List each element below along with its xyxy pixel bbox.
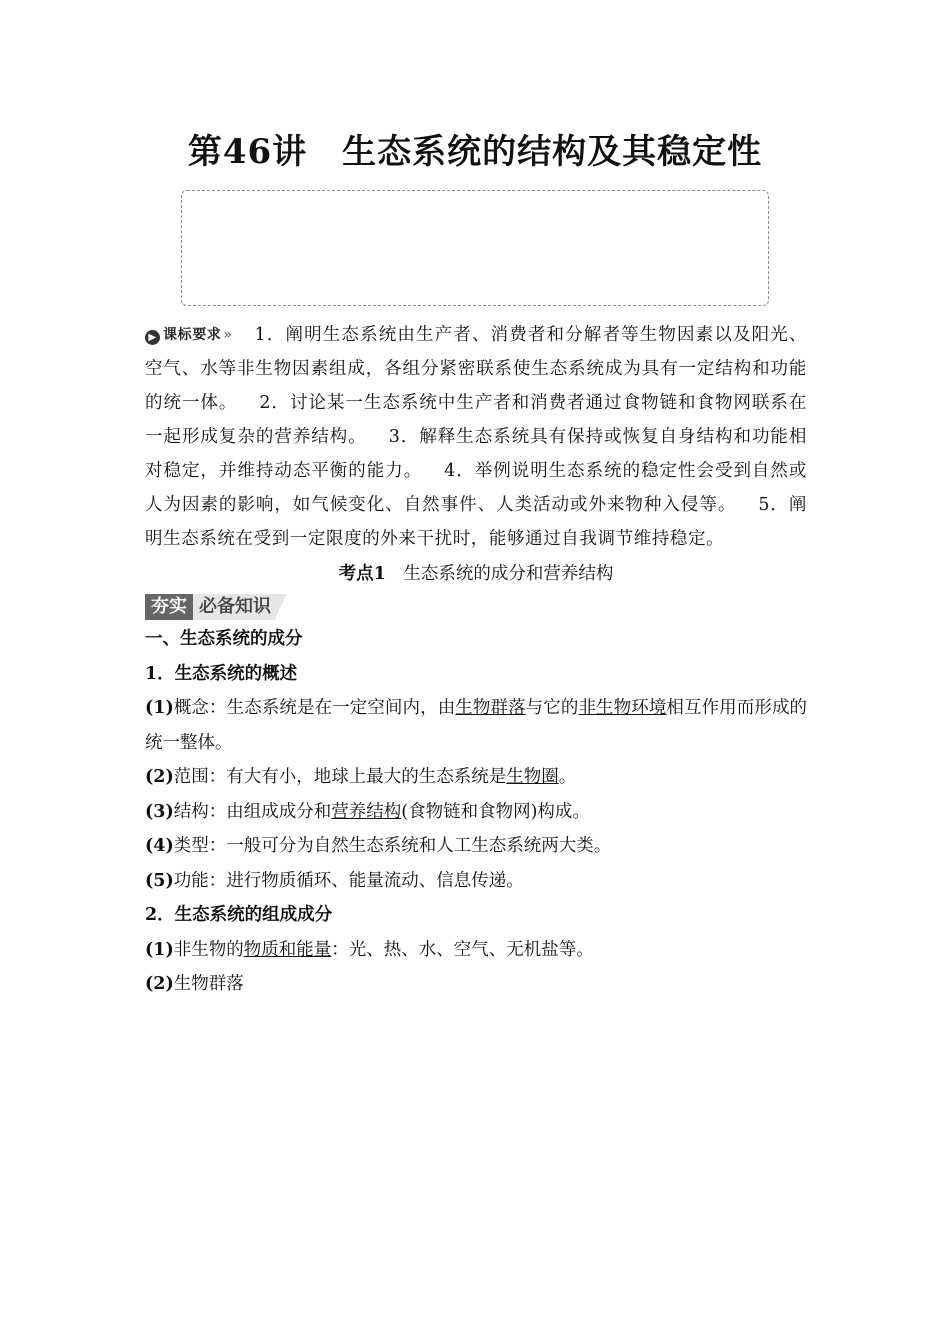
page-title: 第46讲 生态系统的结构及其稳定性 (187, 132, 763, 172)
section-tag (145, 594, 291, 620)
heading-ecosystem-components: 一、生态系统的成分 (145, 629, 303, 649)
requirements-badge-label: 课标要求 (163, 327, 222, 343)
heading-ecosystem-overview: 1．生态系统的概述 (145, 663, 298, 684)
answer-underline: 营养结构 (331, 801, 402, 822)
section-tag-part1: 夯实 (145, 594, 193, 620)
function-line: (5)功能：进行物质循环、能量流动、信息传递。 (145, 870, 524, 891)
kaodian-text: 生态系统的成分和营养结构 (403, 564, 614, 584)
biotic-line: (2)生物群落 (145, 974, 244, 994)
requirement-item-4: 4．举例说明生态系统的稳定性会受到自然或人为因素的影响，如气候变化、自然事件、人类活动或外来物种入侵等。 (145, 461, 807, 515)
requirement-item-2: 2．讨论某一生态系统中生产者和消费者通过食物链和食物网联系在一起形成复杂的营养结构。 (145, 393, 807, 447)
heading-composition: 2．生态系统的组成成分 (145, 905, 333, 925)
scope-line: (2)范围：有大有小，地球上最大的生态系统是生物圈。 (145, 767, 577, 787)
requirements-badge (145, 318, 233, 352)
abiotic-line: (1)非生物的物质和能量：光、热、水、空气、无机盐等。 (145, 939, 594, 960)
concept-line: (1)概念：生态系统是在一定空间内，由生物群落与它的非生物环境相互作用而形成的统一整体。 (145, 698, 808, 753)
structure-line: (3)结构：由组成成分和营养结构(食物链和食物网)构成。 (145, 801, 590, 822)
answer-underline: 物质和能量 (243, 939, 332, 960)
kaodian-label: 考点1 (338, 564, 386, 584)
double-chevron-icon: » (223, 327, 233, 343)
types-line: (4)类型：一般可分为自然生态系统和人工生态系统两大类。 (145, 836, 612, 856)
kaodian-heading (145, 558, 807, 590)
requirement-item-3: 3．解释生态系统具有保持或恢复自身结构和功能相对稳定，并维持动态平衡的能力。 (145, 427, 808, 481)
answer-underline: 生物圈 (506, 767, 559, 787)
dashed-placeholder-box (181, 190, 769, 306)
answer-underline: 生物群落 (455, 698, 526, 718)
main-content (145, 318, 807, 1002)
requirement-item-5: 5．阐明生态系统在受到一定限度的外来干扰时，能够通过自我调节维持稳定。 (145, 495, 808, 549)
curriculum-requirements (145, 318, 807, 556)
answer-underline: 非生物环境 (578, 698, 667, 718)
section-tag-part2: 必备知识 (193, 594, 291, 620)
requirement-item-1: 1．阐明生态系统由生产者、消费者和分解者等生物因素以及阳光、空气、水等非生物因素组成，各组分紧密联系使生态系统成为具有一定结构和功能的统一体。 (145, 325, 807, 413)
circle-arrow-icon: ▶ (145, 330, 160, 345)
